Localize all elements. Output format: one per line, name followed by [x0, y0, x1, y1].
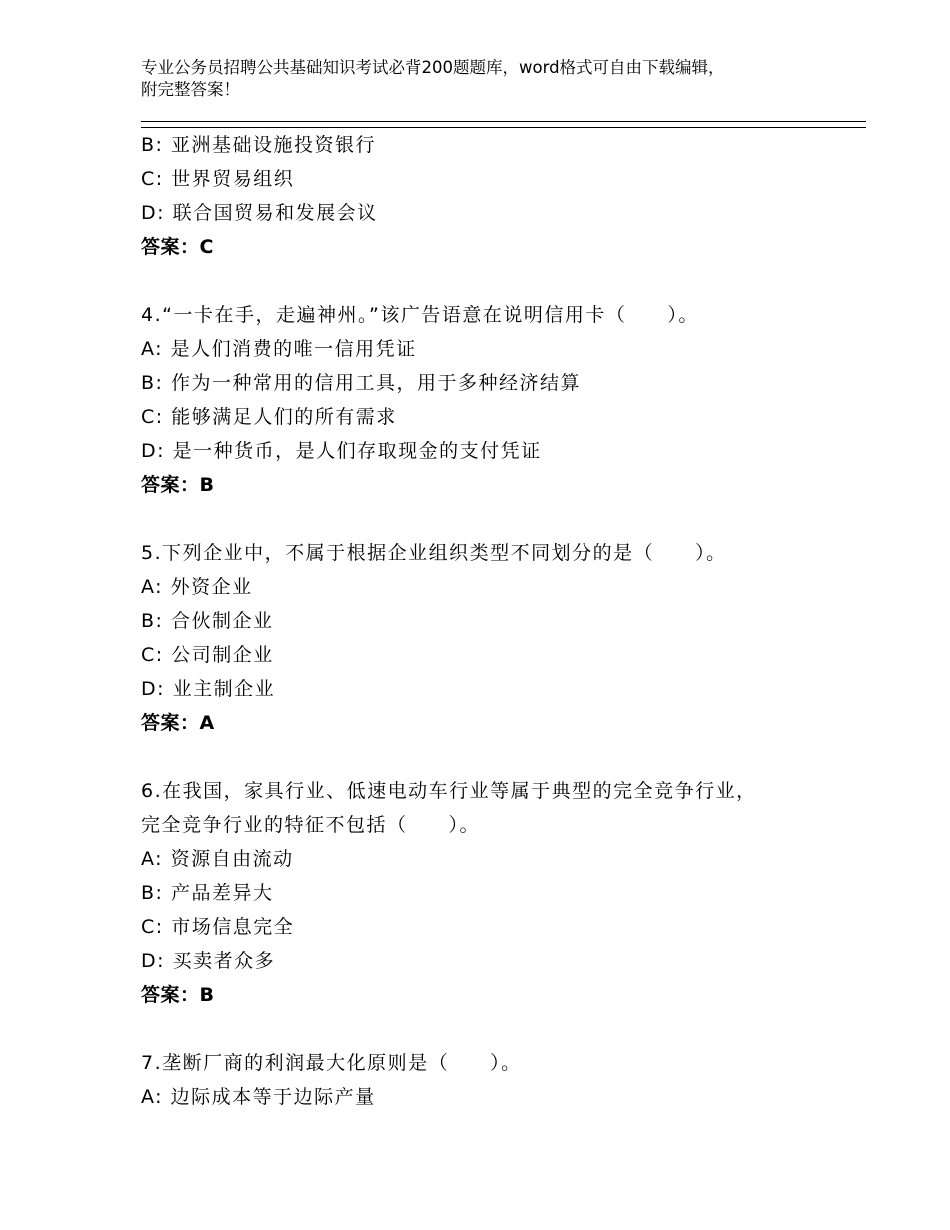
question-stem: 6.在我国，家具行业、低速电动车行业等属于典型的完全竞争行业， [141, 780, 757, 802]
question-4 [141, 298, 841, 502]
option-d: D: 联合国贸易和发展会议 [141, 202, 378, 224]
option-d: D: 买卖者众多 [141, 950, 276, 972]
option-b: B: 作为一种常用的信用工具，用于多种经济结算 [141, 372, 581, 394]
option-b: B: 合伙制企业 [141, 610, 274, 632]
option-c: C: 世界贸易组织 [141, 168, 295, 190]
question-7 [141, 1046, 841, 1114]
question-list [141, 128, 841, 1114]
question-6 [141, 774, 841, 1012]
page-header [141, 57, 841, 101]
option-a: A: 外资企业 [141, 576, 253, 598]
header-line-1: 专业公务员招聘公共基础知识考试必背200题题库，word格式可自由下载编辑， [141, 58, 725, 77]
option-a: A: 边际成本等于边际产量 [141, 1086, 376, 1108]
option-d: D: 是一种货币，是人们存取现金的支付凭证 [141, 440, 542, 462]
option-c: C: 能够满足人们的所有需求 [141, 406, 397, 428]
option-b: B: 亚洲基础设施投资银行 [141, 134, 376, 156]
option-a: A: 资源自由流动 [141, 848, 294, 870]
header-divider [141, 121, 866, 128]
spacer [141, 264, 841, 298]
option-c: C: 市场信息完全 [141, 916, 295, 938]
option-d: D: 业主制企业 [141, 678, 276, 700]
spacer [141, 502, 841, 536]
question-stem: 7.垄断厂商的利润最大化原则是（ ）。 [141, 1052, 522, 1074]
answer: 答案：B [141, 474, 215, 496]
question-stem: 5.下列企业中，不属于根据企业组织类型不同划分的是（ ）。 [141, 542, 727, 564]
answer: 答案：C [141, 236, 214, 258]
header-line-2: 附完整答案！ [141, 80, 240, 99]
option-a: A: 是人们消费的唯一信用凭证 [141, 338, 417, 360]
option-b: B: 产品差异大 [141, 882, 274, 904]
answer: 答案：A [141, 712, 215, 734]
question-5 [141, 536, 841, 740]
question-stem: 4.“一卡在手，走遍神州。”该广告语意在说明信用卡（ ）。 [141, 304, 699, 326]
spacer [141, 1012, 841, 1046]
option-c: C: 公司制企业 [141, 644, 274, 666]
question-stem-continued: 完全竞争行业的特征不包括（ ）。 [141, 814, 481, 836]
spacer [141, 740, 841, 774]
question-3-partial [141, 128, 841, 264]
answer: 答案：B [141, 984, 215, 1006]
